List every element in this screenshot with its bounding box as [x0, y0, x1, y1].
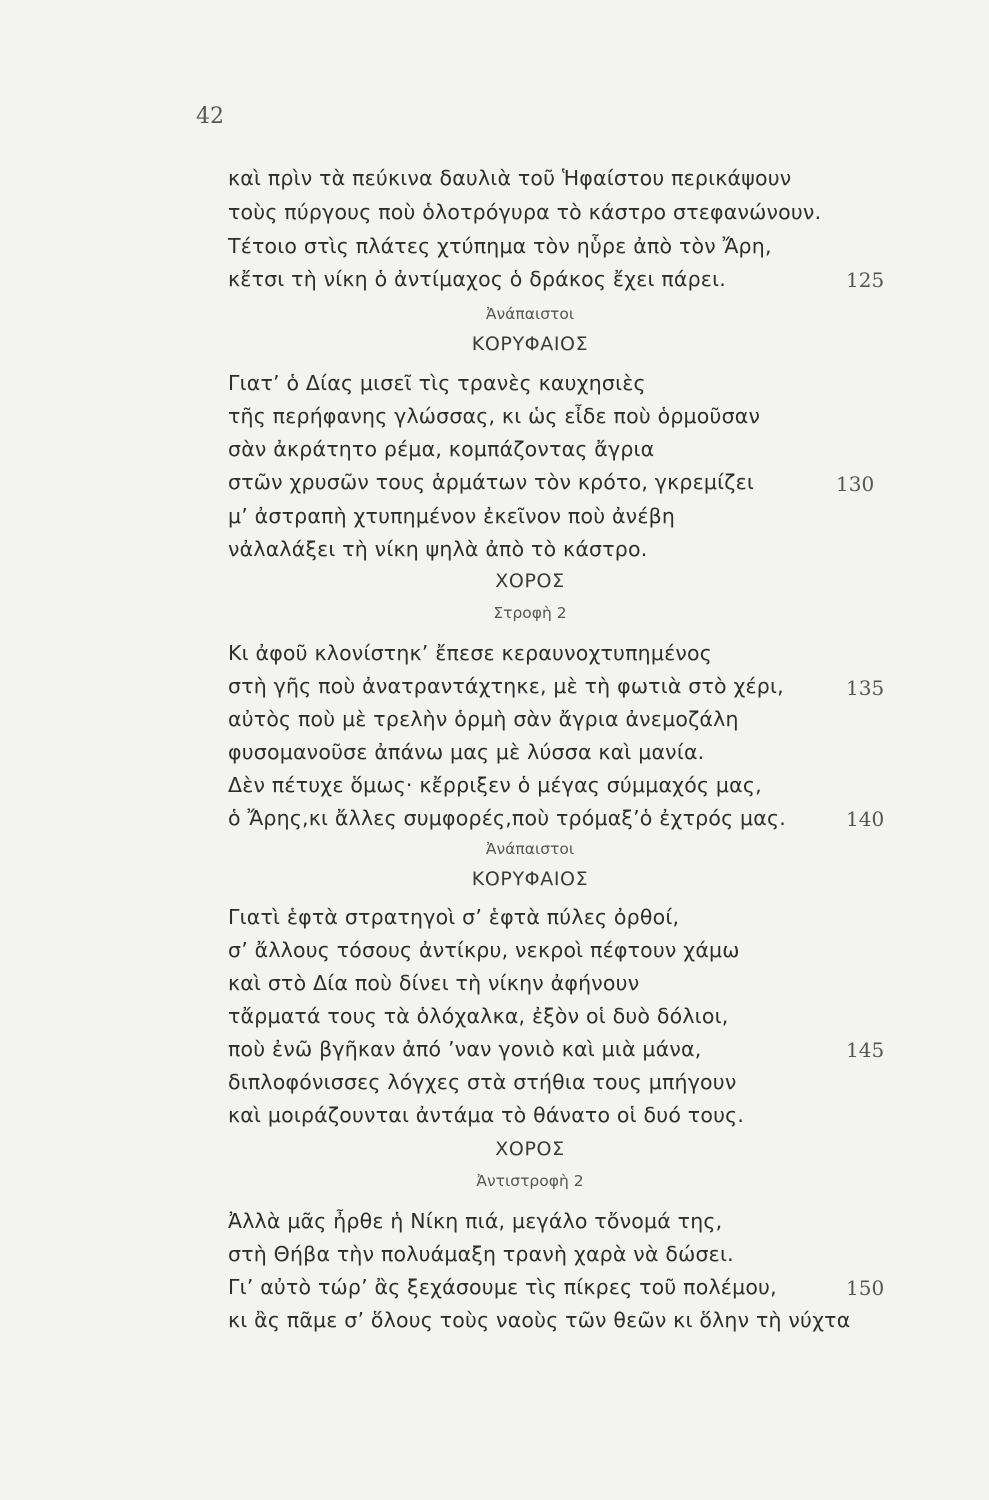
verse-line: τἄρματά τους τὰ ὁλόχαλκα, ἐξὸν οἱ δυὸ δόλιοι, [228, 1004, 729, 1028]
verse-line: Γι’ αὐτὸ τώρ’ ἂς ξεχάσουμε τὶς πίκρες τοῦ πολέμου, [228, 1275, 777, 1299]
page-number: 42 [196, 104, 224, 129]
verse-line: φυσομανοῦσε ἀπάνω μας μὲ λύσσα καὶ μανία. [228, 740, 705, 764]
verse-line: ὁ Ἄρης,κι ἄλλες συμφορές,ποὺ τρόμαξ’ὁ ἐχτρός μας. [228, 806, 786, 830]
verse-line: κἔτσι τὴ νίκη ὁ ἀντίμαχος ὁ δράκος ἔχει πάρει. [228, 267, 726, 291]
section-subheading: Ἀνάπαιστοι [485, 305, 575, 323]
section-subheading: Στροφὴ 2 [493, 604, 567, 622]
line-number: 130 [836, 472, 875, 496]
verse-line: στὴ Θήβα τὴν πολυάμαξη τρανὴ χαρὰ νὰ δώσει. [228, 1242, 734, 1266]
verse-line: νἀλαλάξει τὴ νίκη ψηλὰ ἀπὸ τὸ κάστρο. [228, 537, 648, 561]
section-subheading: Ἀνάπαιστοι [485, 840, 575, 858]
verse-line: αὐτὸς ποὺ μὲ τρελὴν ὁρμὴ σὰν ἄγρια ἀνεμοζάλη [228, 707, 739, 731]
verse-line: καὶ μοιράζουνται ἀντάμα τὸ θάνατο οἱ δυό τους. [228, 1103, 745, 1127]
verse-line: διπλοφόνισσες λόγχες στὰ στήθια τους μπήγουν [228, 1070, 737, 1094]
verse-line: σ’ ἄλλους τόσους ἀντίκρυ, νεκροὶ πέφτουν χάμω [228, 938, 740, 962]
line-number: 140 [846, 807, 885, 831]
verse-line: στὴ γῆς ποὺ ἀνατραντάχτηκε, μὲ τὴ φωτιὰ στὸ χέρι, [228, 674, 784, 698]
verse-line: τῆς περήφανης γλώσσας, κι ὡς εἶδε ποὺ ὁρμοῦσαν [228, 404, 761, 428]
verse-line: σὰν ἀκράτητο ρέμα, κομπάζοντας ἄγρια [228, 437, 655, 461]
speaker-heading: ΚΟΡΥΦΑΙΟΣ [471, 868, 589, 890]
speaker-heading: ΧΟΡΟΣ [495, 570, 565, 592]
verse-line: καὶ στὸ Δία ποὺ δίνει τὴ νίκην ἀφήνουν [228, 971, 640, 995]
verse-line: Δὲν πέτυχε ὅμως· κἔρριξεν ὁ μέγας σύμμαχός μας, [228, 773, 762, 797]
line-number: 145 [846, 1038, 885, 1062]
verse-line: στῶν χρυσῶν τους ἁρμάτων τὸν κρότο, γκρεμίζει [228, 470, 755, 494]
verse-line: μ’ ἀστραπὴ χτυπημένον ἐκεῖνον ποὺ ἀνέβη [228, 504, 676, 528]
verse-line: Ἀλλὰ μᾶς ἦρθε ἡ Νίκη πιά, μεγάλο τὄνομά της, [228, 1209, 723, 1233]
verse-line: Γιατὶ ἑφτὰ στρατηγοὶ σ’ ἑφτὰ πύλες ὀρθοί, [228, 905, 680, 929]
verse-line: Τέτοιο στὶς πλάτες χτύπημα τὸν ηὗρε ἀπὸ τὸν Ἄρη, [228, 234, 772, 258]
line-number: 135 [846, 676, 885, 700]
verse-line: ποὺ ἐνῶ βγῆκαν ἀπό ’ναν γονιὸ καὶ μιὰ μάνα, [228, 1037, 702, 1061]
verse-line: Κι ἀφοῦ κλονίστηκ’ ἔπεσε κεραυνοχτυπημένος [228, 641, 713, 665]
speaker-heading: ΚΟΡΥΦΑΙΟΣ [471, 333, 589, 355]
line-number: 150 [846, 1276, 885, 1300]
verse-line: κι ἂς πᾶμε σ’ ὅλους τοὺς ναοὺς τῶν θεῶν κι ὅλην τὴ νύχτα [228, 1308, 851, 1332]
speaker-heading: ΧΟΡΟΣ [495, 1138, 565, 1160]
line-number: 125 [846, 268, 885, 292]
verse-line: καὶ πρὶν τὰ πεύκινα δαυλιὰ τοῦ Ἡφαίστου περικάψουν [228, 166, 792, 190]
verse-line: Γιατ’ ὁ Δίας μισεῖ τὶς τρανὲς καυχησιὲς [228, 371, 646, 395]
section-subheading: Ἀντιστροφὴ 2 [476, 1172, 584, 1190]
verse-line: τοὺς πύργους ποὺ ὁλοτρόγυρα τὸ κάστρο στεφανώνουν. [228, 200, 822, 224]
